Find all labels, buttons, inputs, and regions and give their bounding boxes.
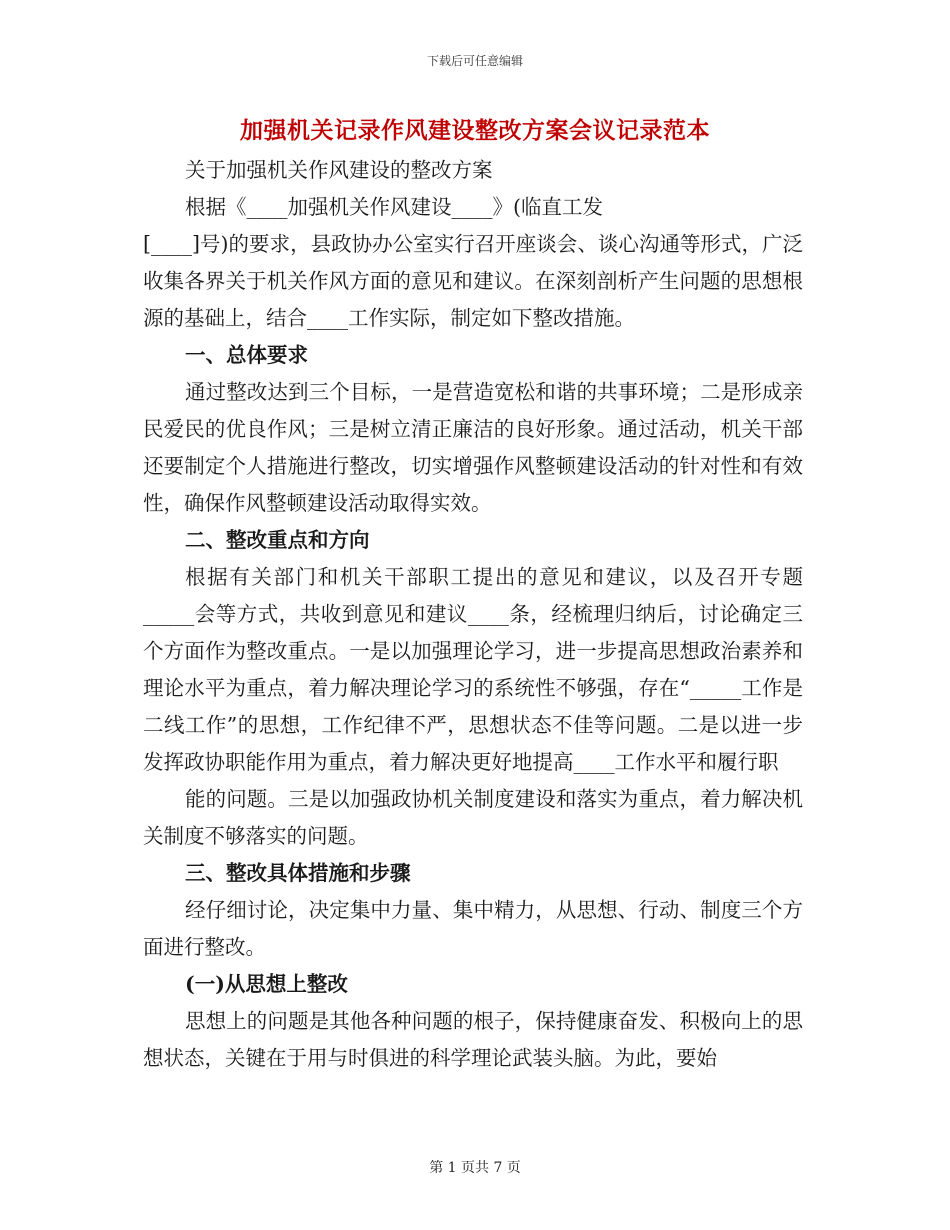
section-heading-general-requirements: 一、总体要求 (185, 343, 308, 367)
document-body (143, 152, 803, 1077)
paragraph-key-points: 根据有关部门和机关干部职工提出的意见和建议，以及召开专题_____会等方式，共收到意见和建议____条，经梳理归纳后，讨论确定三个方面作为整改重点。一是以加强理论学习，进一步提高思想政治素养和理论水平为重点，着力解决理论学习的系统性不够强，存在“_____工作是二线工作”的思想，工作纪律不严，思想状态不佳等问题。二是以进一步发挥政协职能作用为重点，着力解决更好地提高____工作水平和履行职 (143, 565, 803, 774)
paragraph-measures: 经仔细讨论，决定集中力量、集中精力，从思想、行动、制度三个方面进行整改。 (143, 898, 803, 959)
paragraph-subtitle: 关于加强机关作风建设的整改方案 (185, 158, 493, 182)
section-heading-key-points: 二、整改重点和方向 (185, 528, 370, 552)
paragraph-key-points-continued: 能的问题。三是以加强政协机关制度建设和落实为重点，着力解决机关制度不够落实的问题。 (143, 787, 803, 848)
subsection-heading-thought: (一)从思想上整改 (185, 972, 348, 996)
paragraph-intro: [____]号)的要求，县政协办公室实行召开座谈会、谈心沟通等形式，广泛收集各界关于机关作风方面的意见和建议。在深刻剖析产生问题的思想根源的基础上，结合____工作实际，制定如下整改措施。 (143, 232, 803, 330)
document-title: 加强机关记录作风建设整改方案会议记录范本 (240, 117, 710, 144)
paragraph-thought: 思想上的问题是其他各种问题的根子，保持健康奋发、积极向上的思想状态，关键在于用与时俱进的科学理论武装头脑。为此，要始 (143, 1009, 803, 1070)
page-header-note: 下载后可任意编辑 (426, 54, 523, 68)
page-number: 第 1 页共 7 页 (429, 1160, 521, 1176)
paragraph-reference: 根据《____加强机关作风建设____》(临直工发 (185, 195, 603, 219)
paragraph-goals: 通过整改达到三个目标，一是营造宽松和谐的共事环境；二是形成亲民爱民的优良作风；三是树立清正廉洁的良好形象。通过活动，机关干部还要制定个人措施进行整改，切实增强作风整顿建设活动的针对性和有效性，确保作风整顿建设活动取得实效。 (143, 380, 803, 515)
section-heading-measures: 三、整改具体措施和步骤 (185, 861, 411, 885)
